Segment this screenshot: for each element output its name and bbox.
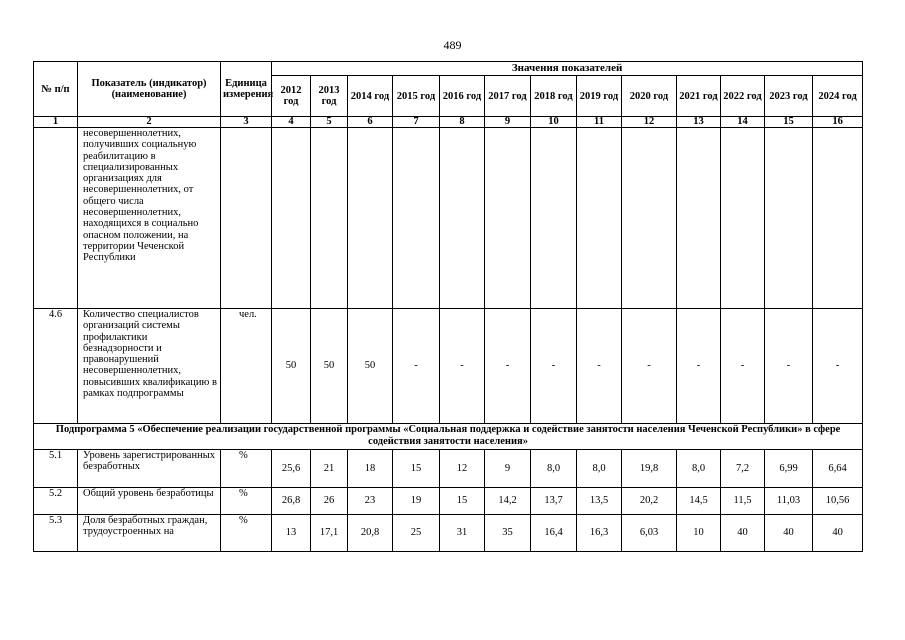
value-cell: 25,6 [272, 450, 311, 488]
subprogram-title: Подпрограмма 5 «Обеспечение реализации государственной программы «Социальная поддержка и содействие занятости населения Чеченской Республики» в сфере содействия занятости населения» [34, 424, 863, 450]
header-year: 2020 год [622, 76, 677, 117]
column-number: 9 [485, 117, 531, 128]
value-cell: 6,64 [813, 450, 863, 488]
value-cell: 8,0 [577, 450, 622, 488]
value-cell: 18 [348, 450, 393, 488]
row-number: 5.3 [34, 515, 78, 552]
value-cell: 15 [440, 488, 485, 515]
unit-cell: % [221, 450, 272, 488]
indicator-name: несовершеннолетних, получивших социальную реабилитацию в специализированных организациях для несовершеннолетних, от общего числа несовершеннолетних, находящихся в социально опасном положении, на территории Чеченской Республики [78, 128, 221, 309]
value-cell: 8,0 [531, 450, 577, 488]
value-cell: 14,5 [677, 488, 721, 515]
column-number: 14 [721, 117, 765, 128]
table-row [34, 488, 863, 515]
column-number: 16 [813, 117, 863, 128]
value-cell: 7,2 [721, 450, 765, 488]
value-cell: 20,2 [622, 488, 677, 515]
value-cell: 12 [440, 450, 485, 488]
column-number: 15 [765, 117, 813, 128]
column-number: 13 [677, 117, 721, 128]
header-year: 2021 год [677, 76, 721, 117]
value-cell: 9 [485, 450, 531, 488]
indicator-name: Общий уровень безработицы [78, 488, 221, 515]
value-cell: - [577, 309, 622, 424]
value-cell: - [531, 309, 577, 424]
header-year: 2022 год [721, 76, 765, 117]
value-cell [531, 128, 577, 309]
header-year: 2016 год [440, 76, 485, 117]
value-cell: 6,03 [622, 515, 677, 552]
value-cell: 25 [393, 515, 440, 552]
value-cell: 13,7 [531, 488, 577, 515]
page-number: 489 [443, 38, 462, 52]
row-number [34, 128, 78, 309]
table-row [34, 515, 863, 552]
value-cell: 26,8 [272, 488, 311, 515]
table-row [34, 128, 863, 309]
table-row [34, 309, 863, 424]
indicators-table [33, 61, 863, 552]
value-cell: 13 [272, 515, 311, 552]
value-cell: 19,8 [622, 450, 677, 488]
value-cell: 20,8 [348, 515, 393, 552]
value-cell: 15 [393, 450, 440, 488]
header-year: 2019 год [577, 76, 622, 117]
value-cell [440, 128, 485, 309]
value-cell [765, 128, 813, 309]
column-number: 12 [622, 117, 677, 128]
row-number: 4.6 [34, 309, 78, 424]
header-year: 2012 год [272, 76, 311, 117]
column-number: 8 [440, 117, 485, 128]
unit-cell: % [221, 515, 272, 552]
value-cell: - [485, 309, 531, 424]
header-year: 2014 год [348, 76, 393, 117]
value-cell: 50 [348, 309, 393, 424]
value-cell [813, 128, 863, 309]
row-number: 5.1 [34, 450, 78, 488]
value-cell: 17,1 [311, 515, 348, 552]
value-cell [348, 128, 393, 309]
unit-cell [221, 128, 272, 309]
value-cell [311, 128, 348, 309]
value-cell [485, 128, 531, 309]
value-cell: 13,5 [577, 488, 622, 515]
value-cell: - [765, 309, 813, 424]
value-cell: - [813, 309, 863, 424]
value-cell [272, 128, 311, 309]
header-year: 2013 год [311, 76, 348, 117]
value-cell: 11,5 [721, 488, 765, 515]
value-cell [622, 128, 677, 309]
column-number: 11 [577, 117, 622, 128]
unit-cell: % [221, 488, 272, 515]
header-year: 2024 год [813, 76, 863, 117]
value-cell: - [393, 309, 440, 424]
value-cell: - [721, 309, 765, 424]
value-cell: - [622, 309, 677, 424]
value-cell: 19 [393, 488, 440, 515]
value-cell: 26 [311, 488, 348, 515]
column-number: 5 [311, 117, 348, 128]
column-number: 6 [348, 117, 393, 128]
value-cell [677, 128, 721, 309]
column-number-row [34, 117, 863, 128]
column-number: 10 [531, 117, 577, 128]
value-cell: - [677, 309, 721, 424]
value-cell: 8,0 [677, 450, 721, 488]
value-cell: 16,3 [577, 515, 622, 552]
header-year: 2018 год [531, 76, 577, 117]
header-year: 2023 год [765, 76, 813, 117]
value-cell: 11,03 [765, 488, 813, 515]
value-cell: 10,56 [813, 488, 863, 515]
subprogram-row [34, 424, 863, 450]
table-row [34, 450, 863, 488]
column-number: 7 [393, 117, 440, 128]
value-cell [577, 128, 622, 309]
value-cell: 6,99 [765, 450, 813, 488]
value-cell: 16,4 [531, 515, 577, 552]
unit-cell: чел. [221, 309, 272, 424]
value-cell: 50 [272, 309, 311, 424]
column-number: 4 [272, 117, 311, 128]
header-values: Значения показателей [272, 62, 863, 76]
column-number: 3 [221, 117, 272, 128]
value-cell [393, 128, 440, 309]
value-cell: 50 [311, 309, 348, 424]
header-year: 2017 год [485, 76, 531, 117]
value-cell: 35 [485, 515, 531, 552]
value-cell [721, 128, 765, 309]
column-number: 2 [78, 117, 221, 128]
row-number: 5.2 [34, 488, 78, 515]
value-cell: 31 [440, 515, 485, 552]
value-cell: 21 [311, 450, 348, 488]
value-cell: - [440, 309, 485, 424]
header-indicator: Показатель (индикатор) (наименование) [78, 62, 221, 117]
value-cell: 40 [813, 515, 863, 552]
indicator-name: Уровень зарегистрированных безработных [78, 450, 221, 488]
value-cell: 40 [721, 515, 765, 552]
header-year: 2015 год [393, 76, 440, 117]
indicator-name: Доля безработных граждан, трудоустроенных на [78, 515, 221, 552]
header-unit: Единица измерения [221, 62, 272, 117]
value-cell: 10 [677, 515, 721, 552]
column-number: 1 [34, 117, 78, 128]
value-cell: 23 [348, 488, 393, 515]
value-cell: 14,2 [485, 488, 531, 515]
indicator-name: Количество специалистов организаций системы профилактики безнадзорности и правонарушений несовершеннолетних, повысивших квалификацию в рамках подпрограммы [78, 309, 221, 424]
value-cell: 40 [765, 515, 813, 552]
header-num: № п/п [34, 62, 78, 117]
